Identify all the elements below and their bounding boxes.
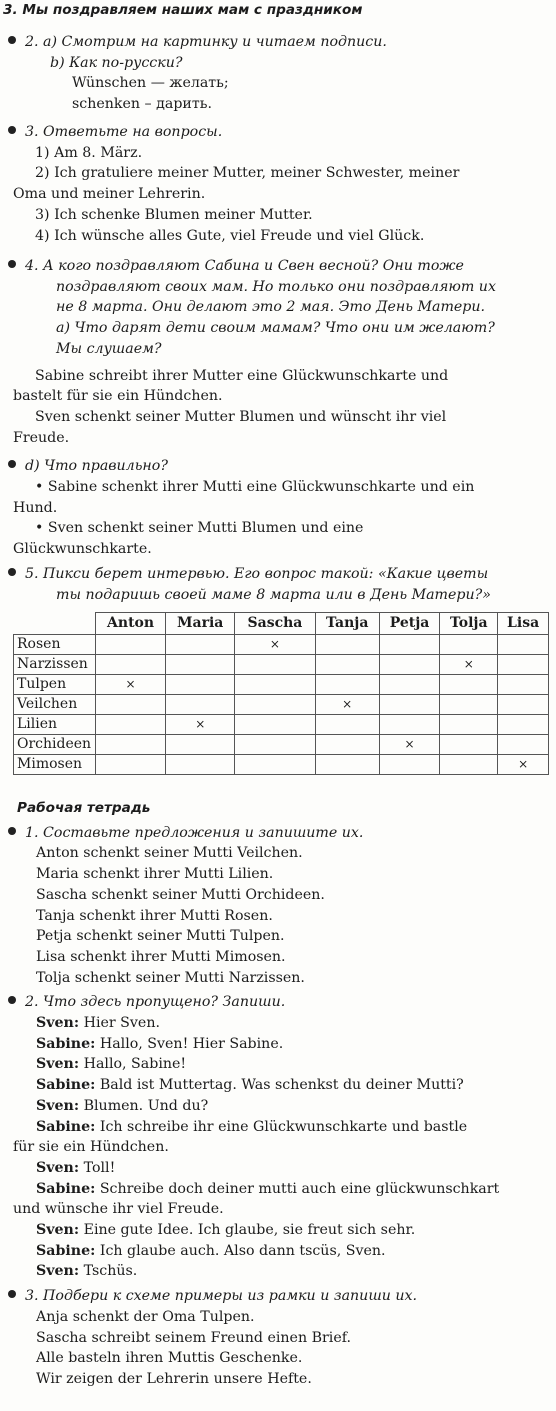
bullet-icon (8, 827, 16, 835)
vocab-line-1: Wünschen — желать; (72, 75, 229, 92)
table-row (14, 715, 549, 735)
table-cell: × (166, 715, 235, 735)
sentence: Tanja schenkt ihrer Mutti Rosen. (36, 907, 273, 924)
row-header: Veilchen (14, 695, 96, 715)
exercise-4 (0, 256, 556, 560)
column-header: Lisa (498, 613, 549, 635)
speaker: Sven: (36, 1222, 80, 1239)
dialogue-line (0, 1034, 556, 1055)
table-cell (315, 735, 379, 755)
option-1-cont: Hund. (13, 499, 58, 516)
sentence: Anton schenkt seiner Mutti Veilchen. (36, 845, 303, 862)
workbook-ex1-task: 1. Составьте предложения и запишите их. (0, 823, 556, 844)
option-1: • Sabine schenkt ihrer Mutti eine Glückwunschkarte und ein (35, 479, 475, 496)
line-text: Blumen. Und du? (79, 1097, 209, 1114)
exercise-4-task-5: Мы слушаем? (56, 340, 162, 357)
line-text: Ich schreibe ihr eine Glückwunschkarte und bastle (95, 1118, 468, 1135)
exercise-3-task: 3. Ответьте на вопросы. (0, 122, 556, 143)
table-cell (235, 695, 315, 715)
dialogue-line (0, 1096, 556, 1117)
text-sven: Sven schenkt seiner Mutter Blumen und wünscht ihr viel (35, 408, 447, 425)
table-cell (96, 715, 166, 735)
table-cell: × (379, 735, 440, 755)
lesson-title: 3. Мы поздравляем наших мам с праздником (3, 2, 363, 18)
table-cell (166, 635, 235, 655)
table-cell (440, 675, 498, 695)
example-sentence: Alle basteln ihren Muttis Geschenke. (36, 1350, 303, 1367)
speaker: Sabine: (36, 1180, 96, 1197)
table-cell (96, 695, 166, 715)
exercise-4-d: d) Что правильно? (0, 456, 556, 477)
table-cell (440, 755, 498, 775)
dialogue-line (0, 1013, 556, 1034)
text-sven-cont: Freude. (13, 429, 70, 446)
table-row (14, 755, 549, 775)
speaker: Sven: (36, 1263, 80, 1280)
table-cell (498, 635, 549, 655)
table-cell (498, 735, 549, 755)
column-header: Petja (379, 613, 440, 635)
answer-1: 1) Am 8. März. (35, 144, 143, 161)
example-sentence: Wir zeigen der Lehrerin unsere Hefte. (36, 1370, 312, 1387)
table-cell (315, 675, 379, 695)
speaker: Sven: (36, 1097, 80, 1114)
table-cell (440, 735, 498, 755)
table-cell (440, 695, 498, 715)
table-cell: × (315, 695, 379, 715)
example-sentence: Sascha schreibt seinem Freund einen Brief. (36, 1329, 351, 1346)
row-header: Rosen (14, 635, 96, 655)
sentence: Lisa schenkt ihrer Mutti Mimosen. (36, 948, 286, 965)
exercise-2-task: 2. а) Смотрим на картинку и читаем подписи. (0, 32, 556, 53)
row-header: Narzissen (14, 655, 96, 675)
answer-4: 4) Ich wünsche alles Gute, viel Freude und viel Glück. (35, 227, 425, 244)
bullet-icon (8, 568, 16, 576)
example-list (0, 1307, 556, 1390)
table-cell: × (96, 675, 166, 695)
dialogue-line (0, 1261, 556, 1282)
exercise-4-task-4: а) Что дарят дети своим мамам? Что они им желают? (56, 320, 495, 337)
line-text: Hallo, Sabine! (79, 1056, 187, 1073)
table-cell (96, 755, 166, 775)
table-cell (379, 675, 440, 695)
sentence: Tolja schenkt seiner Mutti Narzissen. (36, 969, 305, 986)
exercise-5-task-2: ты подаришь своей маме 8 марта или в День Матери?» (56, 586, 491, 603)
table-cell (498, 695, 549, 715)
speaker: Sabine: (36, 1118, 96, 1135)
table-row (14, 695, 549, 715)
table-row (14, 675, 549, 695)
answer-3: 3) Ich schenke Blumen meiner Mutter. (35, 206, 313, 223)
line-text: Eine gute Idee. Ich glaube, sie freut sich sehr. (79, 1222, 416, 1239)
table-cell (235, 715, 315, 735)
table-cell (315, 715, 379, 735)
table-cell (498, 715, 549, 735)
workbook-section (0, 798, 556, 1390)
table-cell (379, 715, 440, 735)
bullet-icon (8, 1290, 16, 1298)
table-cell: × (440, 655, 498, 675)
workbook-title: Рабочая тетрадь (17, 800, 151, 816)
row-header: Lilien (14, 715, 96, 735)
table-cell (498, 675, 549, 695)
table-cell (315, 635, 379, 655)
dialogue-line (0, 1054, 556, 1075)
table-cell (315, 655, 379, 675)
speaker: Sven: (36, 1015, 80, 1032)
table-cell (166, 735, 235, 755)
text-sabine-cont: bastelt für sie ein Hündchen. (13, 388, 223, 405)
option-2-cont: Glückwunschkarte. (13, 541, 152, 558)
table-row (14, 635, 549, 655)
table-cell (440, 635, 498, 655)
speaker: Sabine: (36, 1242, 96, 1259)
sentence: Petja schenkt seiner Mutti Tulpen. (36, 928, 285, 945)
row-header: Mimosen (14, 755, 96, 775)
table-cell (235, 755, 315, 775)
table-cell (498, 655, 549, 675)
table-cell (96, 635, 166, 655)
bullet-icon (8, 260, 16, 268)
column-header: Sascha (235, 613, 315, 635)
line-text: Hallo, Sven! Hier Sabine. (95, 1035, 284, 1052)
table-cell (235, 735, 315, 755)
exercise-2-b: b) Как по-русски? (50, 54, 183, 71)
line-text: Hier Sven. (79, 1015, 160, 1032)
table-cell (96, 735, 166, 755)
example-sentence: Anja schenkt der Oma Tulpen. (36, 1308, 255, 1325)
vocab-line-2: schenken – дарить. (72, 96, 212, 113)
speaker: Sven: (36, 1056, 80, 1073)
sentence: Maria schenkt ihrer Mutti Lilien. (36, 866, 274, 883)
answer-2: 2) Ich gratuliere meiner Mutter, meiner Schwester, meiner (35, 165, 460, 182)
dialogue-line (0, 1137, 556, 1158)
sentence-list (0, 843, 556, 988)
line-text: Ich glaube auch. Also dann tscüs, Sven. (95, 1242, 386, 1259)
table-cell (315, 755, 379, 775)
bullet-icon (8, 996, 16, 1004)
row-header: Tulpen (14, 675, 96, 695)
dialogue-line (0, 1241, 556, 1262)
table-cell (379, 695, 440, 715)
table-row (14, 655, 549, 675)
table-cell (166, 655, 235, 675)
table-cell (235, 655, 315, 675)
option-2: • Sven schenkt seiner Mutti Blumen und eine (35, 520, 364, 537)
speaker: Sabine: (36, 1035, 96, 1052)
bullet-icon (8, 126, 16, 134)
table-corner (14, 613, 96, 635)
line-text: Schreibe doch deiner mutti auch eine glückwunschkart (95, 1180, 500, 1197)
workbook-ex2-task: 2. Что здесь пропущено? Запиши. (0, 992, 556, 1013)
line-text: für sie ein Hündchen. (13, 1139, 169, 1156)
table-cell (379, 655, 440, 675)
table-cell: × (498, 755, 549, 775)
exercise-3 (0, 122, 556, 246)
exercise-4-task-3: не 8 марта. Они делают это 2 мая. Это День Матери. (56, 299, 486, 316)
answer-2-cont: Oma und meiner Lehrerin. (13, 186, 206, 203)
dialogue-line (0, 1117, 556, 1138)
dialogue-line (0, 1075, 556, 1096)
dialogue-line (0, 1179, 556, 1200)
line-text: Toll! (79, 1159, 116, 1176)
dialogue-line (0, 1199, 556, 1220)
line-text: Tschüs. (79, 1263, 138, 1280)
speaker: Sabine: (36, 1077, 96, 1094)
text-sabine: Sabine schreibt ihrer Mutter eine Glückwunschkarte und (35, 367, 449, 384)
table-cell (379, 635, 440, 655)
table-cell (440, 715, 498, 735)
dialogue (0, 1013, 556, 1282)
table-row (14, 735, 549, 755)
exercise-2 (0, 32, 556, 115)
column-header: Tolja (440, 613, 498, 635)
flower-table (13, 612, 549, 775)
exercise-5 (0, 564, 556, 605)
dialogue-line (0, 1158, 556, 1179)
table-cell (166, 675, 235, 695)
bullet-icon (8, 36, 16, 44)
bullet-icon (8, 460, 16, 468)
column-header: Anton (96, 613, 166, 635)
table-cell (96, 655, 166, 675)
sentence: Sascha schenkt seiner Mutti Orchideen. (36, 886, 325, 903)
column-header: Maria (166, 613, 235, 635)
dialogue-line (0, 1220, 556, 1241)
line-text: Bald ist Muttertag. Was schenkst du deiner Mutti? (95, 1077, 464, 1094)
column-header: Tanja (315, 613, 379, 635)
table-cell: × (235, 635, 315, 655)
exercise-4-task: 4. А кого поздравляют Сабина и Свен весной? Они тоже (0, 256, 556, 277)
table-cell (235, 675, 315, 695)
table-cell (379, 755, 440, 775)
table-cell (166, 755, 235, 775)
exercise-4-task-2: поздравляют своих мам. Но только они поздравляют их (56, 278, 496, 295)
table-cell (166, 695, 235, 715)
speaker: Sven: (36, 1159, 80, 1176)
line-text: und wünsche ihr viel Freude. (13, 1201, 224, 1218)
exercise-5-task: 5. Пикси берет интервью. Его вопрос такой: «Какие цветы (0, 564, 556, 585)
workbook-ex3-task: 3. Подбери к схеме примеры из рамки и запиши их. (0, 1286, 556, 1307)
row-header: Orchideen (14, 735, 96, 755)
